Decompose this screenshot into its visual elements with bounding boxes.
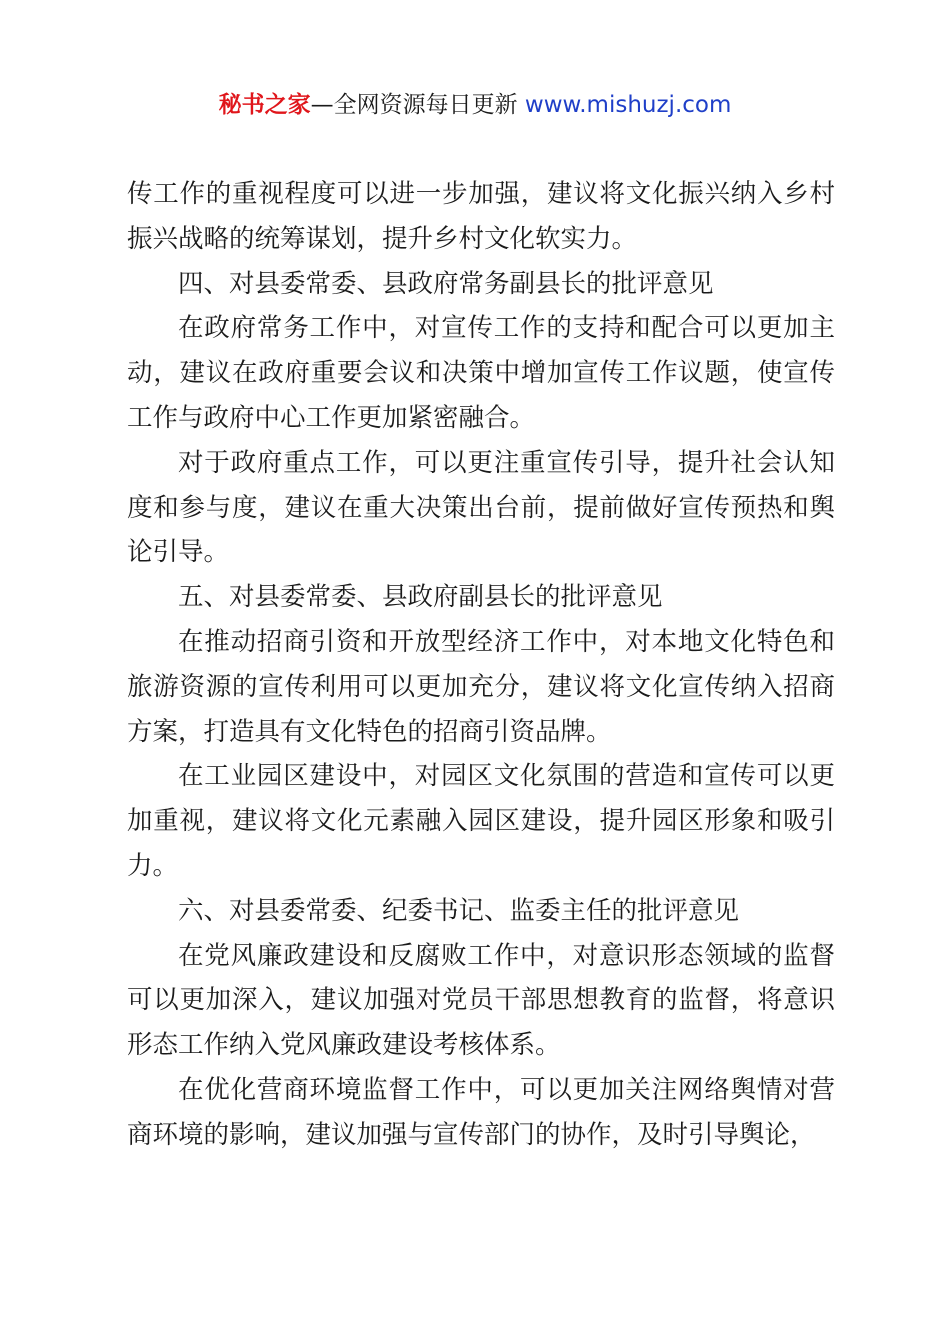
- paragraph: 对于政府重点工作，可以更注重宣传引导，提升社会认知度和参与度，建议在重大决策出台前，提前做好宣传预热和舆论引导。: [127, 447, 835, 568]
- header-tagline: —全网资源每日更新: [310, 92, 518, 118]
- paragraph: 在推动招商引资和开放型经济工作中，对本地文化特色和旅游资源的宣传利用可以更加充分，建议将文化宣传纳入招商方案，打造具有文化特色的招商引资品牌。: [127, 626, 835, 747]
- section-title-4: 四、对县委常委、县政府常务副县长的批评意见: [178, 268, 714, 299]
- section-title-5: 五、对县委常委、县政府副县长的批评意见: [178, 582, 663, 613]
- page-header: [0, 88, 950, 122]
- section-title-6: 六、对县委常委、纪委书记、监委主任的批评意见: [178, 895, 740, 926]
- site-url-link[interactable]: www.mishuzj.com: [524, 92, 732, 118]
- paragraph: 在工业园区建设中，对园区文化氛围的营造和宣传可以更加重视，建议将文化元素融入园区建设，提升园区形象和吸引力。: [127, 761, 835, 881]
- paragraph: 在党风廉政建设和反腐败工作中，对意识形态领域的监督可以更加深入，建议加强对党员干部思想教育的监督，将意识形态工作纳入党风廉政建设考核体系。: [127, 940, 835, 1061]
- paragraph-continuation: 传工作的重视程度可以进一步加强，建议将文化振兴纳入乡村振兴战略的统筹谋划，提升乡村文化软实力。: [127, 179, 835, 254]
- document-body: [127, 172, 835, 1158]
- paragraph: 在优化营商环境监督工作中，可以更加关注网络舆情对营商环境的影响，建议加强与宣传部门的协作，及时引导舆论，: [127, 1074, 835, 1150]
- brand-name: 秘书之家: [218, 92, 311, 118]
- paragraph: 在政府常务工作中，对宣传工作的支持和配合可以更加主动，建议在政府重要会议和决策中增加宣传工作议题，使宣传工作与政府中心工作更加紧密融合。: [127, 313, 835, 433]
